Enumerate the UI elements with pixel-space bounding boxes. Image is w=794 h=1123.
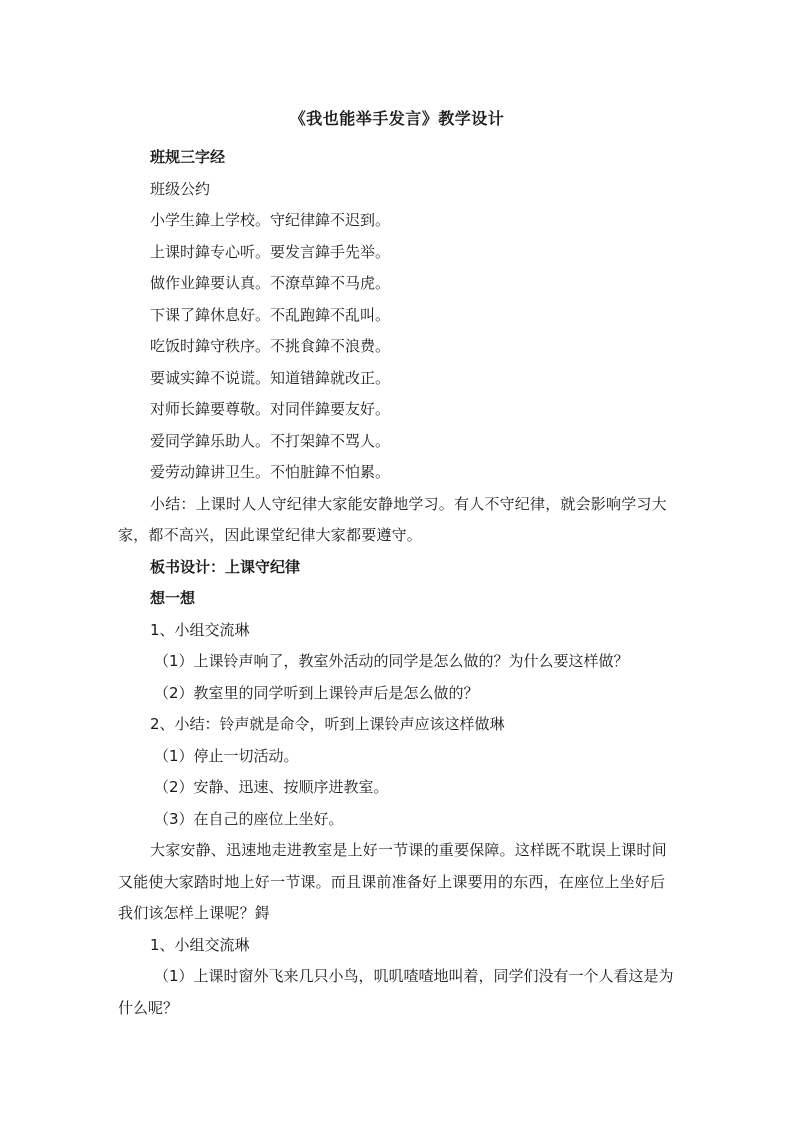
rule-line: 做作业鍏要认真。不潦草鍏不马虎。 — [150, 274, 391, 292]
rule-line: 上课时鍏专心听。要发言鍏手先举。 — [150, 242, 391, 261]
group-discussion-label: 1、小组交流琳 — [150, 620, 250, 639]
rule-line: 对师长鍏要尊敬。对同伴鍏要友好。 — [150, 400, 391, 418]
rule-line: 要诚实鍏不说谎。知道错鍏就改正。 — [150, 368, 391, 387]
document-title: 《我也能举手发言》教学设计 — [289, 109, 505, 128]
question-item: （1）上课时窗外飞来几只小鸟，叽叽喳喳地叫着，同学们没有一个人看这是为什么呢？ — [118, 967, 674, 1017]
summary-label: 2、小结：铃声就是命令，听到上课铃声应该这样做琳 — [150, 715, 505, 733]
board-design-heading: 板书设计：上课守纪律 — [150, 557, 301, 576]
rule-line: 爱同学鍏乐助人。不打架鍏不骂人。 — [150, 431, 391, 450]
document-body — [118, 142, 678, 1024]
rule-line: 吃饭时鍏守秩序。不挑食鍏不浪费。 — [150, 337, 391, 355]
summary-item: （2）安静、迅速、按顺序进教室。 — [154, 778, 389, 796]
rule-line: 小学生鍏上学校。守纪律鍏不迟到。 — [150, 211, 391, 229]
summary-paragraph: 小结：上课时人人守纪律大家能安静地学习。有人不守纪律，就会影响学习大家，都不高兴，因此课堂纪律大家都要遵守。 — [118, 494, 667, 544]
section-heading-class-rules: 班规三字经 — [150, 148, 226, 166]
think-heading: 想一想 — [150, 589, 196, 607]
summary-item: （1）停止一切活动。 — [154, 746, 299, 765]
group-discussion-label: 1、小组交流琳 — [150, 935, 250, 954]
rule-line: 爱劳动鍏讲卫生。不怕脏鍏不怕累。 — [150, 463, 391, 481]
summary-item: （3）在自己的座位上坐好。 — [154, 809, 344, 828]
question-item: （1）上课铃声响了，教室外活动的同学是怎么做的？为什么要这样做？ — [154, 652, 629, 670]
question-item: （2）教室里的同学听到上课铃声后是怎么做的？ — [154, 683, 479, 702]
body-paragraph: 大家安静、迅速地走进教室是上好一节课的重要保障。这样既不耽误上课时间又能使大家踏时地上好一节课。而且课前准备好上课要用的东西，在座位上坐好后我们该怎样上课呢？鍀 — [118, 841, 667, 922]
subheading-class-convention: 班级公约 — [150, 179, 211, 198]
rule-line: 下课了鍏休息好。不乱跑鍏不乱叫。 — [150, 305, 391, 324]
